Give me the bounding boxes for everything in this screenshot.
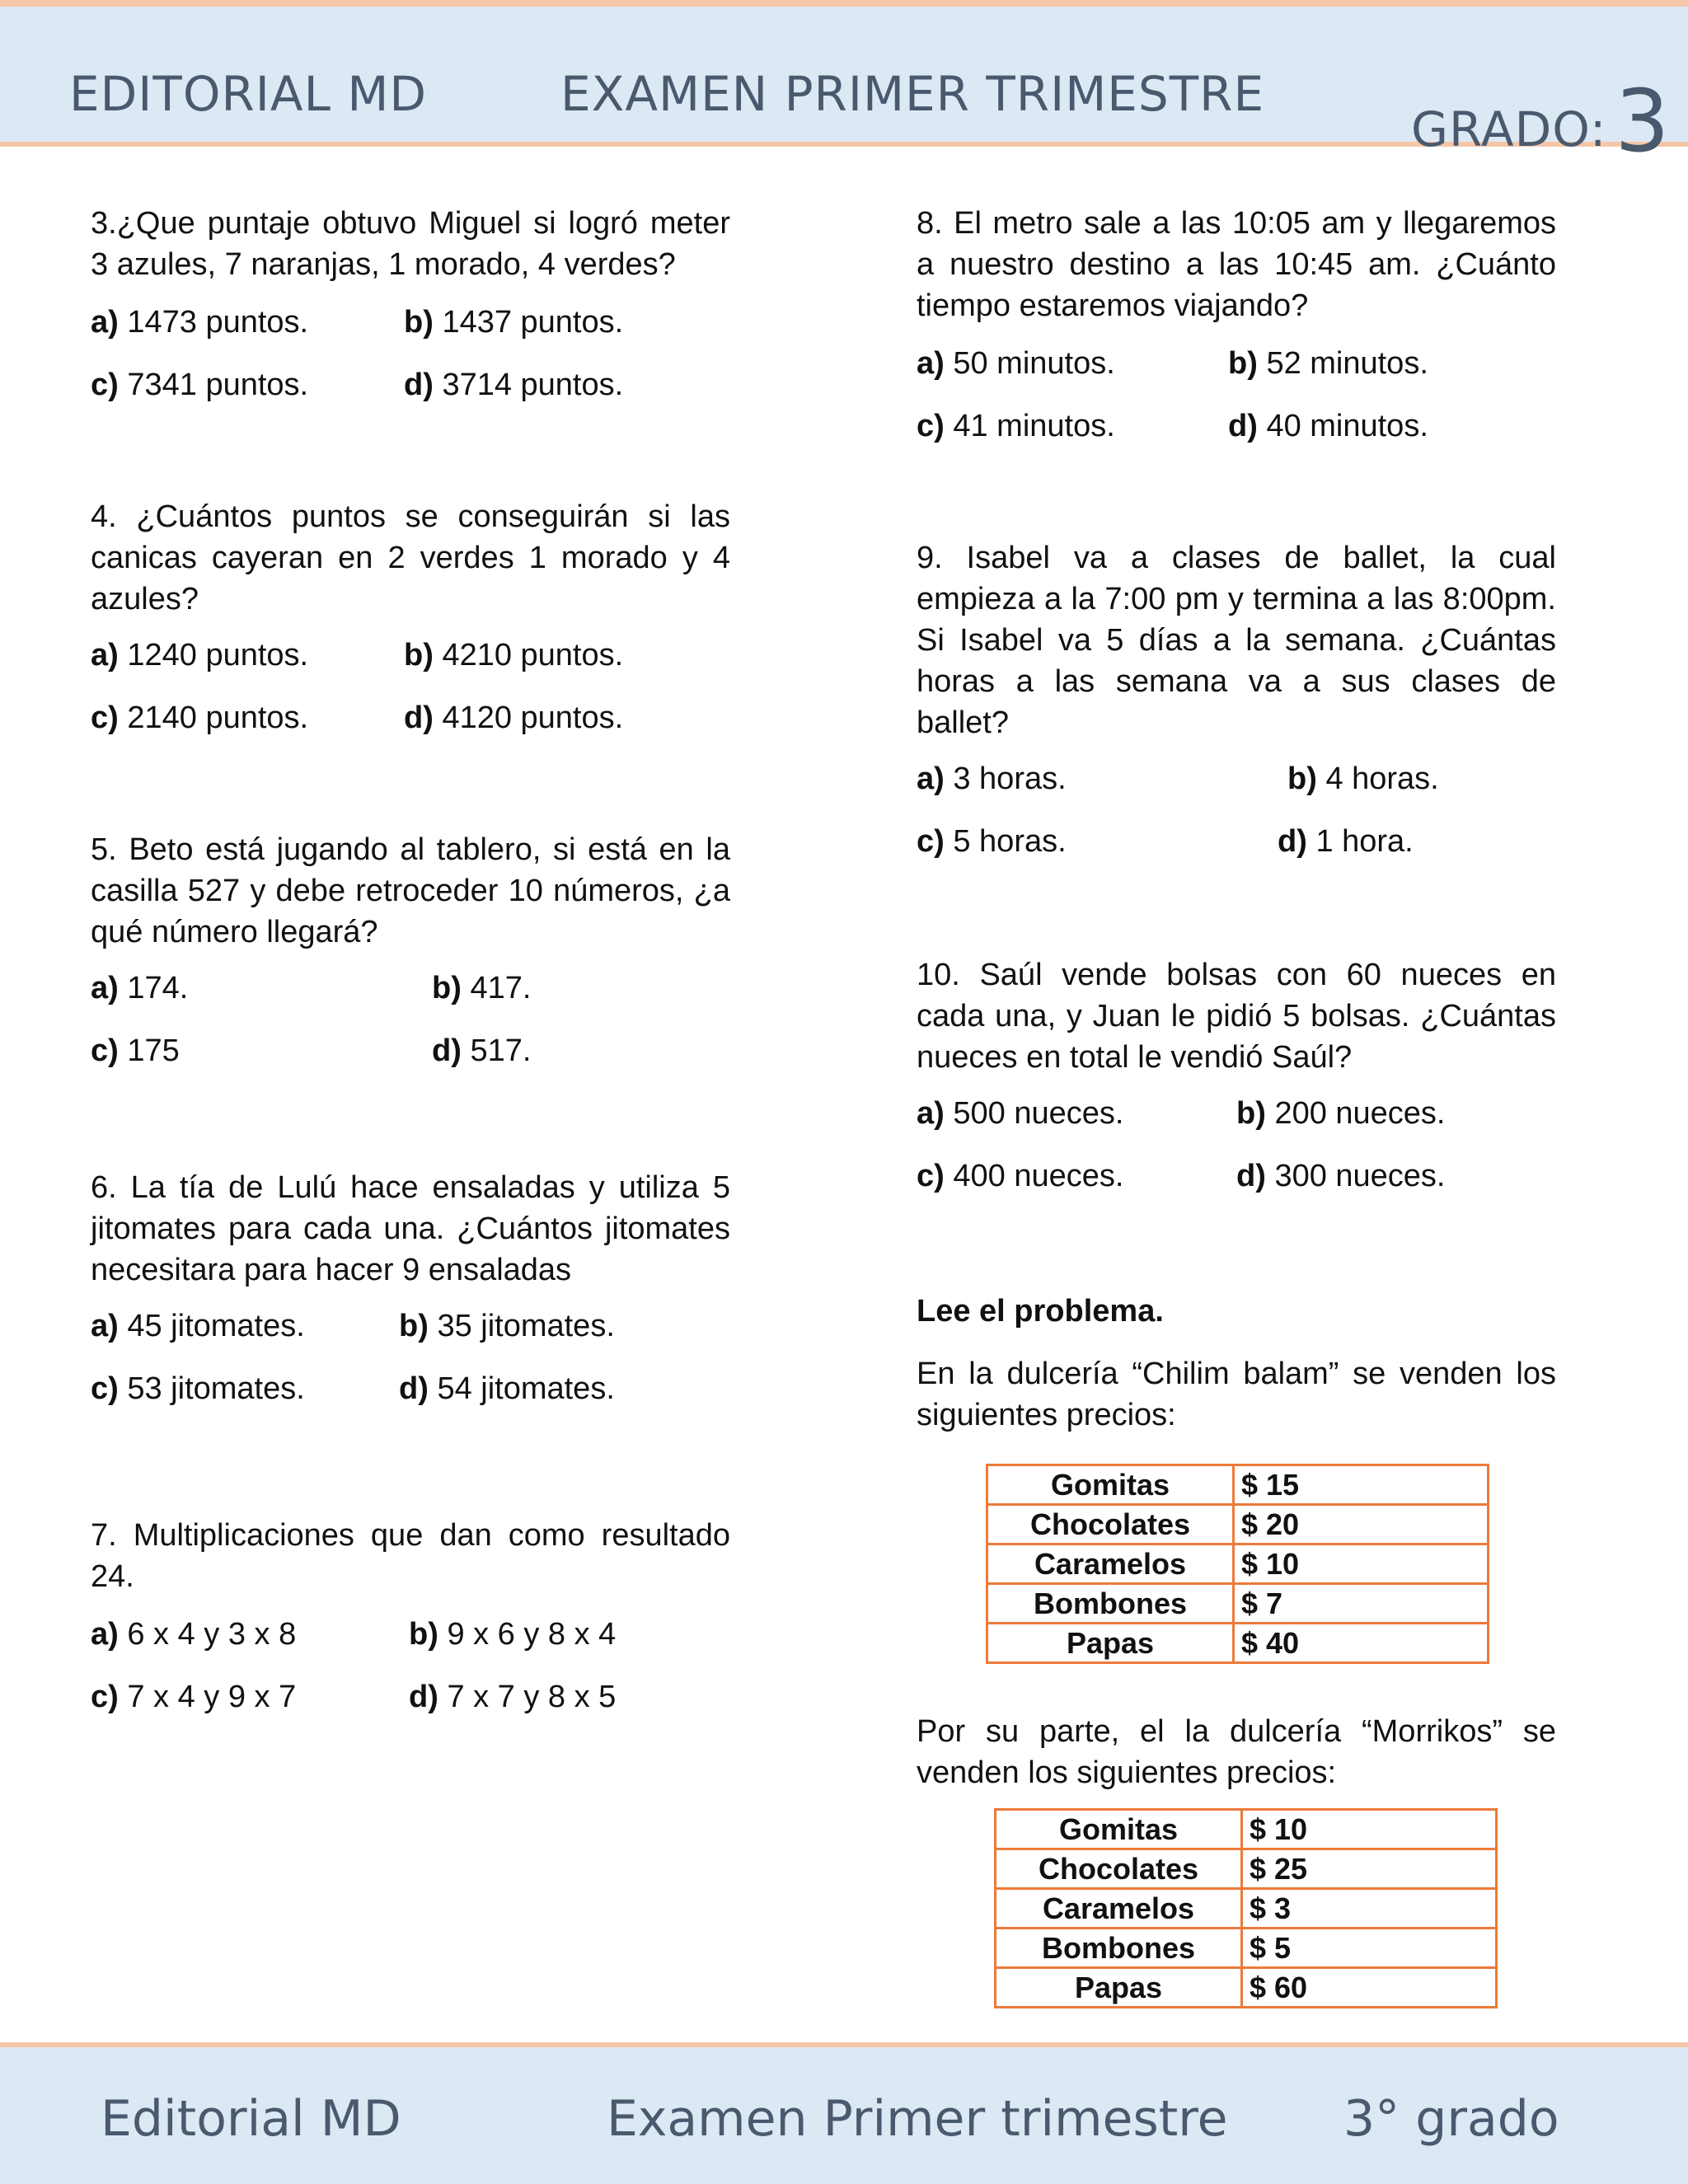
product-name: Papas (996, 1968, 1242, 2008)
option-b[interactable]: b) 52 minutos. (1228, 346, 1428, 381)
question-4 (91, 496, 730, 735)
price-row (996, 1889, 1497, 1929)
product-price: $ 15 (1234, 1465, 1489, 1505)
question-5 (91, 829, 730, 1068)
question-6 (91, 1167, 730, 1406)
product-price: $ 60 (1242, 1968, 1497, 2008)
question-10 (917, 954, 1556, 1193)
option-b[interactable]: b) 35 jitomates. (399, 1309, 615, 1343)
option-b[interactable]: b) 1437 puntos. (404, 305, 624, 340)
question-text: 5. Beto está jugando al tablero, si está en la casilla 527 y debe retroceder 10 números, ¿a qué número llegará? (91, 832, 730, 949)
question-text: 10. Saúl vende bolsas con 60 nueces en cada una, y Juan le pidió 5 bolsas. ¿Cuántas nueces en total le vendió Saúl? (917, 958, 1556, 1075)
product-name: Gomitas (987, 1465, 1234, 1505)
option-d[interactable]: d) 517. (432, 1033, 532, 1068)
option-a[interactable]: a) 6 x 4 y 3 x 8 (91, 1617, 297, 1652)
option-c[interactable]: c) 400 nueces. (917, 1159, 1124, 1193)
question-8 (917, 203, 1556, 443)
product-name: Papas (987, 1624, 1234, 1663)
option-d[interactable]: d) 40 minutos. (1228, 409, 1428, 443)
question-text: 9. Isabel va a clases de ballet, la cual empieza a la 7:00 pm y termina a las 8:00pm. Si Isabel va 5 días a la semana. ¿Cuántas horas a las semana va a sus clases de ballet? (917, 541, 1556, 740)
option-d[interactable]: d) 7 x 7 y 8 x 5 (409, 1680, 617, 1714)
product-name: Gomitas (996, 1810, 1242, 1849)
price-row (987, 1544, 1489, 1584)
option-a[interactable]: a) 50 minutos. (917, 346, 1115, 381)
price-table-morrikos (994, 1808, 1498, 2008)
footer-publisher: Editorial MD (101, 2090, 401, 2148)
option-b[interactable]: b) 4 horas. (1287, 762, 1439, 796)
option-d[interactable]: d) 3714 puntos. (404, 368, 624, 402)
question-7 (91, 1515, 730, 1714)
option-c[interactable]: c) 53 jitomates. (91, 1371, 305, 1406)
option-d[interactable]: d) 300 nueces. (1236, 1159, 1446, 1193)
price-row (987, 1624, 1489, 1663)
price-row (987, 1505, 1489, 1544)
question-text: 4. ¿Cuántos puntos se conseguirán si las canicas cayeran en 2 verdes 1 morado y 4 azules? (91, 499, 730, 616)
question-9 (917, 537, 1556, 859)
option-a[interactable]: a) 3 horas. (917, 762, 1067, 796)
product-price: $ 10 (1242, 1810, 1497, 1849)
header-publisher: EDITORIAL MD (69, 66, 428, 122)
price-row (987, 1584, 1489, 1624)
option-a[interactable]: a) 500 nueces. (917, 1096, 1124, 1131)
question-text: 7. Multiplicaciones que dan como resultado 24. (91, 1518, 730, 1594)
question-text: 3.¿Que puntaje obtuvo Miguel si logró meter 3 azules, 7 naranjas, 1 morado, 4 verdes? (91, 206, 730, 282)
option-a[interactable]: a) 1473 puntos. (91, 305, 309, 340)
option-c[interactable]: c) 7341 puntos. (91, 368, 309, 402)
product-price: $ 40 (1234, 1624, 1489, 1663)
header-grade-number: 3 (1615, 71, 1671, 171)
problem-title: Lee el problema. (917, 1294, 1164, 1329)
product-price: $ 7 (1234, 1584, 1489, 1624)
option-b[interactable]: b) 417. (432, 971, 532, 1005)
product-name: Caramelos (987, 1544, 1234, 1584)
problem-intro-2: Por su parte, el la dulcería “Morrikos” se venden los siguientes precios: (917, 1714, 1556, 1790)
option-c[interactable]: c) 7 x 4 y 9 x 7 (91, 1680, 297, 1714)
option-a[interactable]: a) 1240 puntos. (91, 638, 309, 673)
footer-grade: 3° grado (1343, 2090, 1559, 2148)
price-row (996, 1810, 1497, 1849)
product-name: Chocolates (996, 1849, 1242, 1889)
price-row (996, 1929, 1497, 1968)
product-name: Bombones (987, 1584, 1234, 1624)
question-text: 8. El metro sale a las 10:05 am y llegaremos a nuestro destino a las 10:45 am. ¿Cuánto tiempo estaremos viajando? (917, 206, 1556, 323)
option-d[interactable]: d) 4120 puntos. (404, 701, 624, 735)
option-a[interactable]: a) 45 jitomates. (91, 1309, 305, 1343)
option-d[interactable]: d) 54 jitomates. (399, 1371, 615, 1406)
option-c[interactable]: c) 175 (91, 1033, 180, 1068)
option-a[interactable]: a) 174. (91, 971, 189, 1005)
product-name: Caramelos (996, 1889, 1242, 1929)
option-c[interactable]: c) 2140 puntos. (91, 701, 309, 735)
problem-intro-1: En la dulcería “Chilim balam” se venden los siguientes precios: (917, 1357, 1556, 1432)
product-name: Chocolates (987, 1505, 1234, 1544)
price-row (996, 1849, 1497, 1889)
option-c[interactable]: c) 5 horas. (917, 824, 1067, 859)
option-b[interactable]: b) 4210 puntos. (404, 638, 624, 673)
header-exam-title: EXAMEN PRIMER TRIMESTRE (560, 66, 1265, 122)
product-price: $ 5 (1242, 1929, 1497, 1968)
page-footer (0, 2042, 1688, 2184)
product-price: $ 25 (1242, 1849, 1497, 1889)
option-c[interactable]: c) 41 minutos. (917, 409, 1115, 443)
option-b[interactable]: b) 9 x 6 y 8 x 4 (409, 1617, 617, 1652)
question-text: 6. La tía de Lulú hace ensaladas y utiliza 5 jitomates para cada una. ¿Cuántos jitomates necesitara para hacer 9 ensaladas (91, 1170, 730, 1287)
price-row (996, 1968, 1497, 2008)
header-grade-label: GRADO: (1411, 101, 1607, 157)
price-row (987, 1465, 1489, 1505)
footer-exam-title: Examen Primer trimestre (607, 2090, 1228, 2148)
option-d[interactable]: d) 1 hora. (1278, 824, 1414, 859)
option-b[interactable]: b) 200 nueces. (1236, 1096, 1446, 1131)
product-price: $ 10 (1234, 1544, 1489, 1584)
product-name: Bombones (996, 1929, 1242, 1968)
question-3 (91, 203, 730, 402)
product-price: $ 20 (1234, 1505, 1489, 1544)
price-table-chilim-balam (986, 1464, 1489, 1664)
page-header (0, 0, 1688, 171)
problem-section (917, 1291, 1556, 2004)
product-price: $ 3 (1242, 1889, 1497, 1929)
header-grade (1411, 66, 1671, 171)
